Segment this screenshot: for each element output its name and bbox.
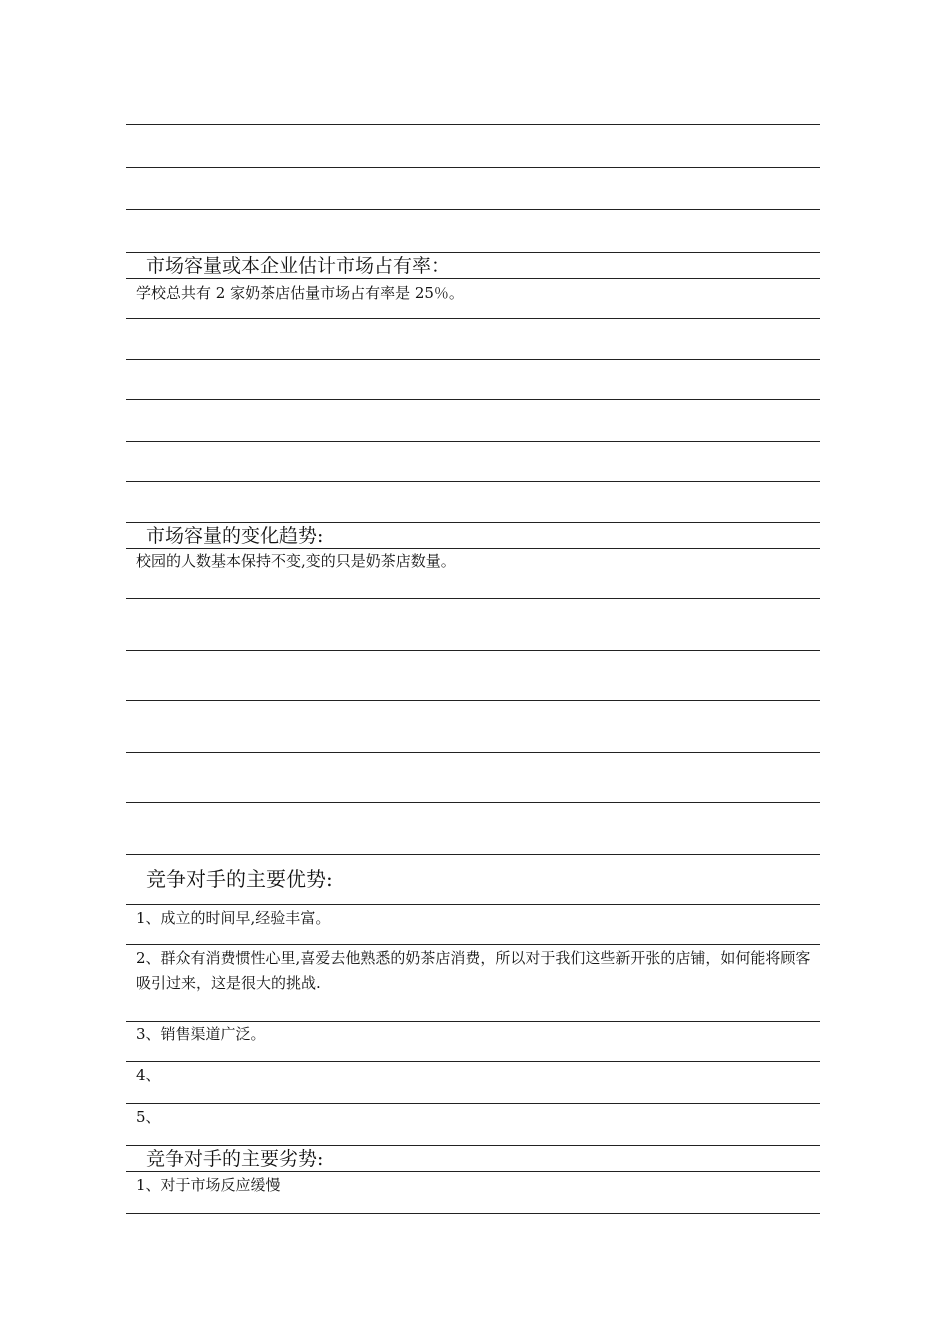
ruled-line — [126, 481, 820, 482]
strength-item: 3、销售渠道广泛。 — [136, 1025, 266, 1043]
market-share-content: 学校总共有 2 家奶茶店估量市场占有率是 25％。 — [136, 284, 464, 302]
ruled-line — [126, 854, 820, 855]
strength-item: 4、 — [136, 1066, 161, 1084]
competitor-strengths-heading: 竞争对手的主要优势: — [146, 867, 333, 891]
ruled-line — [126, 399, 820, 400]
ruled-line — [126, 904, 820, 905]
market-trend-content: 校园的人数基本保持不变,变的只是奶茶店数量。 — [136, 552, 456, 570]
competitor-weaknesses-heading: 竞争对手的主要劣势: — [146, 1148, 324, 1170]
ruled-line — [126, 318, 820, 319]
ruled-line — [126, 522, 820, 523]
ruled-line — [126, 700, 820, 701]
market-share-heading: 市场容量或本企业估计市场占有率： — [146, 255, 451, 277]
ruled-line — [126, 1213, 820, 1214]
market-trend-heading: 市场容量的变化趋势: — [146, 525, 324, 547]
ruled-line — [126, 252, 820, 253]
ruled-line — [126, 167, 820, 168]
ruled-line — [126, 752, 820, 753]
ruled-line — [126, 944, 820, 945]
ruled-line — [126, 124, 820, 125]
ruled-line — [126, 650, 820, 651]
ruled-line — [126, 598, 820, 599]
ruled-line — [126, 278, 820, 279]
ruled-line — [126, 1145, 820, 1146]
ruled-line — [126, 441, 820, 442]
strength-item: 2、群众有消费惯性心里,喜爱去他熟悉的奶茶店消费，所以对于我们这些新开张的店铺，如何能将顾客吸引过来，这是很大的挑战. — [136, 949, 811, 992]
ruled-line — [126, 209, 820, 210]
ruled-line — [126, 1061, 820, 1062]
ruled-line — [126, 1171, 820, 1172]
strength-item: 5、 — [136, 1108, 161, 1126]
ruled-line — [126, 1103, 820, 1104]
ruled-line — [126, 359, 820, 360]
weakness-item: 1、对于市场反应缓慢 — [136, 1176, 281, 1194]
strength-item: 1、成立的时间早,经验丰富。 — [136, 909, 331, 927]
ruled-line — [126, 802, 820, 803]
